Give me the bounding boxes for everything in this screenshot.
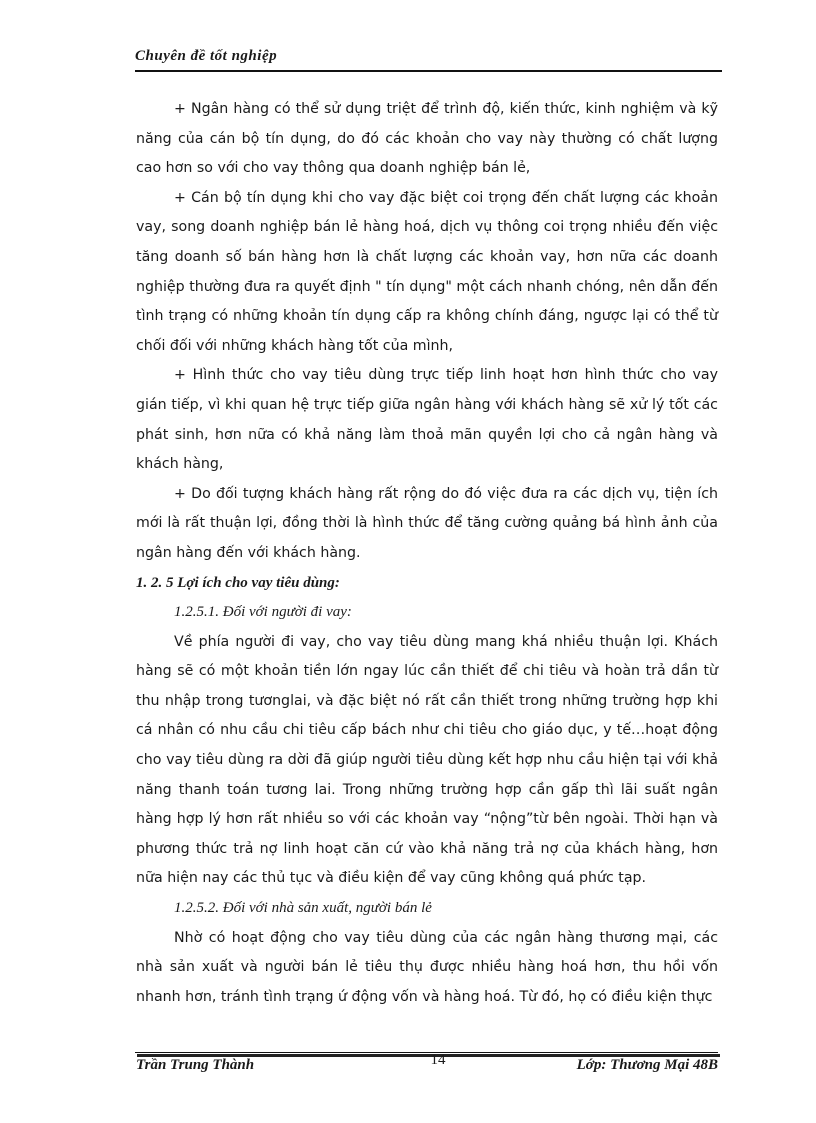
subsection-heading: 1.2.5.1. Đối với người đi vay: <box>174 604 352 621</box>
body-paragraph: + Do đối tượng khách hàng rất rộng do đó việc đưa ra các dịch vụ, tiện ích mới là rất thuận lợi, đồng thời là hình thức để tăng cường quảng bá hình ảnh của ngân hàng đến với khách hàng. <box>136 485 718 561</box>
footer-class: Lớp: Thương Mại 48B <box>576 1057 718 1073</box>
footer-author: Trần Trung Thành <box>136 1057 255 1073</box>
body-paragraph: + Hình thức cho vay tiêu dùng trực tiếp linh hoạt hơn hình thức cho vay gián tiếp, vì khi quan hệ trực tiếp giữa ngân hàng với khách hàng sẽ xử lý tốt các phát sinh, hơn nữa có khả năng làm thoả mãn quyền lợi cho cả ngân hàng và khách hàng, <box>136 367 718 473</box>
section-heading: 1. 2. 5 Lợi ích cho vay tiêu dùng: <box>136 574 340 591</box>
body-paragraph: + Cán bộ tín dụng khi cho vay đặc biệt coi trọng đến chất lượng các khoản vay, song doanh nghiệp bán lẻ hàng hoá, dịch vụ thông coi trọng nhiều đến việc tăng doanh số bán hàng hơn là chất lượng các khoản vay, hơn nữa các doanh nghiệp thường đưa ra quyết định " tín dụng" một cách nhanh chóng, nên dẫn đến tình trạng có những khoản tín dụng cấp ra không chính đáng, ngược lại có thể từ chối đối với những khách hàng tốt của mình, <box>136 189 718 354</box>
page-header-title: Chuyên đề tốt nghiệp <box>135 48 278 64</box>
page-number: 14 <box>430 1052 446 1068</box>
subsection-heading: 1.2.5.2. Đối với nhà sản xuất, người bán lẻ <box>174 900 432 917</box>
document-body <box>136 95 718 1012</box>
body-paragraph: Nhờ có hoạt động cho vay tiêu dùng của các ngân hàng thương mại, các nhà sản xuất và người bán lẻ tiêu thụ được nhiều hàng hoá hơn, thu hồi vốn nhanh hơn, tránh tình trạng ứ động vốn và hàng hoá. Từ đó, họ có điều kiện thực <box>136 929 718 1005</box>
body-paragraph: + Ngân hàng có thể sử dụng triệt để trình độ, kiến thức, kinh nghiệm và kỹ năng của cán bộ tín dụng, do đó các khoản cho vay này thường có chất lượng cao hơn so với cho vay thông qua doanh nghiệp bán lẻ, <box>136 101 718 177</box>
body-paragraph: Về phía người đi vay, cho vay tiêu dùng mang khá nhiều thuận lợi. Khách hàng sẽ có một khoản tiền lớn ngay lúc cần thiết để chi tiêu và hoàn trả dần từ thu nhập trong tươnglai, và đặc biệt nó rất cần thiết trong những trường hợp khi cá nhân có nhu cầu chi tiêu cấp bách như chi tiêu cho giáo dục, y tế…hoạt động cho vay tiêu dùng ra dời đã giúp người tiêu dùng kết hợp nhu cầu hiện tại với khả năng thanh toán tương lai. Trong những trường hợp cần gấp thì lãi suất ngân hàng hợp lý hơn rất nhiều so với các khoản vay “nộng”từ bên ngoài. Thời hạn và phương thức trả nợ linh hoạt căn cứ vào khả năng trả nợ của khách hàng, hơn nữa hiện nay các thủ tục và điều kiện để vay cũng không quá phức tạp. <box>136 633 718 887</box>
header-divider <box>135 70 722 72</box>
